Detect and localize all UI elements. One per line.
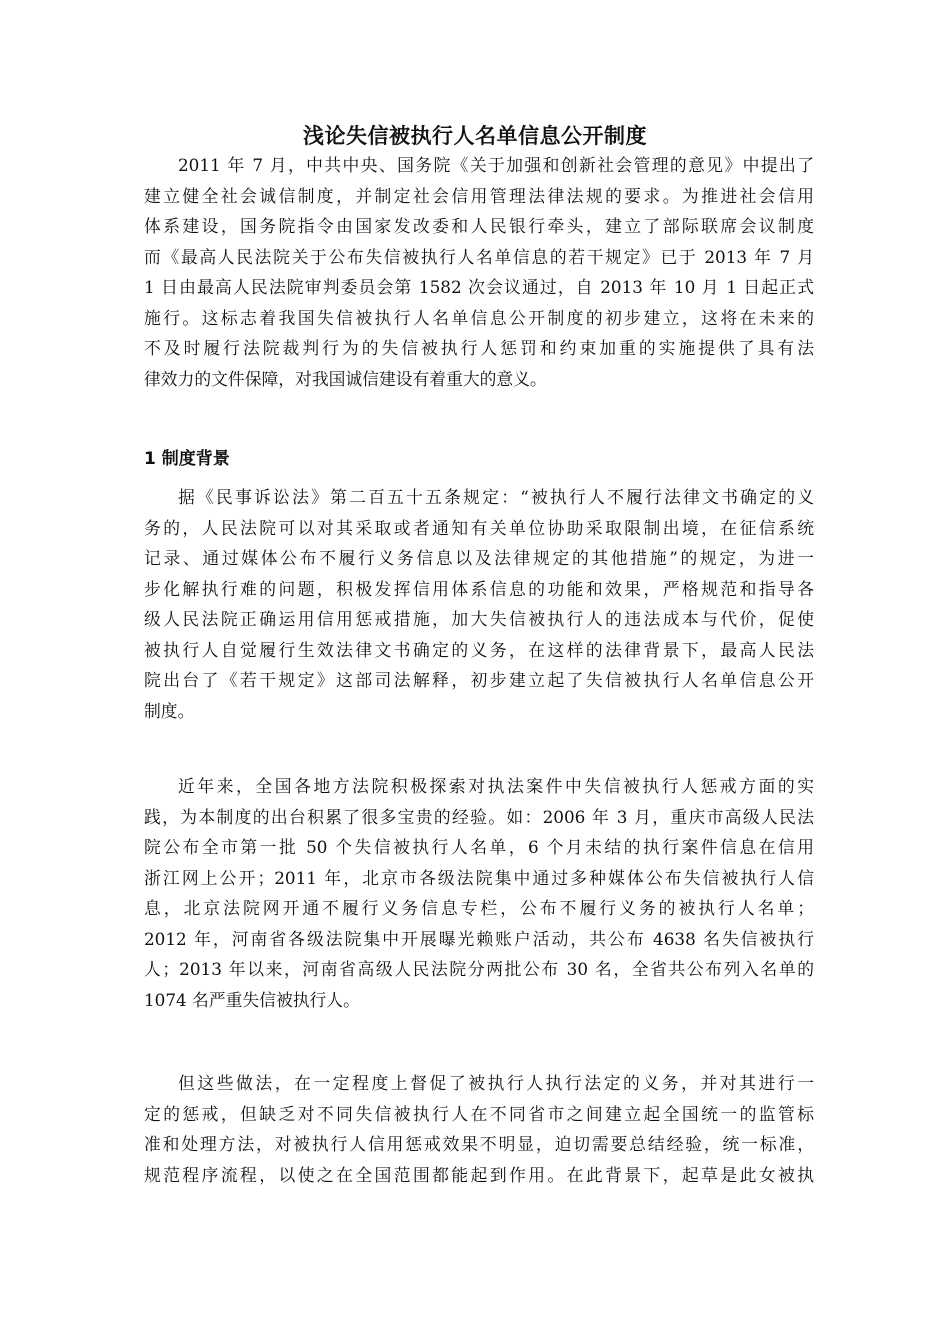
text-line: 被执行人自觉履行生效法律文书确定的义务，在这样的法律背景下，最高人民法 (144, 639, 814, 660)
text-line: 级人民法院正确运用信用惩戒措施，加大失信被执行人的违法成本与代价，促使 (144, 609, 814, 629)
text-line: 体系建设，国务院指令由国家发改委和人民银行牵头，建立了部际联席会议制度 (144, 216, 814, 236)
text-line: 浙江网上公开；2011 年，北京市各级法院集中通过多种媒体公布失信被执行人信 (144, 867, 814, 888)
text-line: 2012 年，河南省各级法院集中开展曝光赖账户活动，共公布 4638 名失信被执行 (144, 928, 814, 949)
text-line: 施行。这标志着我国失信被执行人名单信息公开制度的初步建立，这将在未来的 (144, 307, 814, 328)
text-line: 但这些做法，在一定程度上督促了被执行人执行法定的义务，并对其进行一 (178, 1073, 814, 1093)
text-line: 而《最高人民法院关于公布失信被执行人名单信息的若干规定》已于 2013 年 7 月 (144, 246, 814, 267)
intro-paragraph (144, 150, 814, 394)
text-line: 准和处理方法，对被执行人信用惩戒效果不明显，迫切需要总结经验，统一标准， (144, 1134, 814, 1154)
text-line: 院公布全市第一批 50 个失信被执行人名单，6 个月未结的执行案件信息在信用 (144, 837, 814, 857)
text-line: 律效力的文件保障，对我国诚信建设有着重大的意义。 (144, 368, 547, 389)
text-line: 践，为本制度的出台积累了很多宝贵的经验。如：2006 年 3 月，重庆市高级人民法 (144, 806, 814, 827)
text-line: 务的，人民法院可以对其采取或者通知有关单位协助采取限制出境，在征信系统 (144, 517, 814, 538)
text-line: 不及时履行法院裁判行为的失信被执行人惩罚和约束加重的实施提供了具有法 (144, 338, 814, 358)
section-heading: 1 制度背景 (144, 449, 230, 469)
text-line: 息，北京法院网开通不履行义务信息专栏，公布不履行义务的被执行人名单； (144, 898, 814, 918)
text-line: 2011 年 7 月，中共中央、国务院《关于加强和创新社会管理的意见》中提出了 (178, 155, 814, 175)
text-line: 人；2013 年以来，河南省高级人民法院分两批公布 30 名，全省共公布列入名单的 (144, 959, 814, 979)
text-line: 制度。 (144, 700, 195, 721)
text-line: 记录、通过媒体公布不履行义务信息以及法律规定的其他措施”的规定，为进一 (144, 548, 814, 568)
text-line: 定的惩戒，但缺乏对不同失信被执行人在不同省市之间建立起全国统一的监管标 (144, 1103, 814, 1124)
text-line: 近年来，全国各地方法院积极探索对执法案件中失信被执行人惩戒方面的实 (178, 776, 814, 796)
text-line: 建立健全社会诚信制度，并制定社会信用管理法律法规的要求。为推进社会信用 (144, 185, 814, 206)
paragraph-3 (144, 1068, 814, 1190)
text-line: 1074 名严重失信被执行人。 (144, 989, 360, 1010)
text-line: 1 日由最高人民法院审判委员会第 1582 次会议通过，自 2013 年 10 月 1 日起正式 (144, 277, 814, 297)
text-line: 规范程序流程，以使之在全国范围都能起到作用。在此背景下，起草是此女被执 (144, 1164, 814, 1185)
text-line: 据《民事诉讼法》第二百五十五条规定：“被执行人不履行法律文书确定的义 (178, 487, 814, 507)
text-line: 步化解执行难的问题，积极发挥信用体系信息的功能和效果，严格规范和指导各 (144, 578, 814, 599)
paragraph-1 (144, 482, 814, 726)
paragraph-2 (144, 771, 814, 1015)
text-line: 院出台了《若干规定》这部司法解释，初步建立起了失信被执行人名单信息公开 (144, 670, 814, 690)
document-title: 浅论失信被执行人名单信息公开制度 (303, 124, 647, 148)
